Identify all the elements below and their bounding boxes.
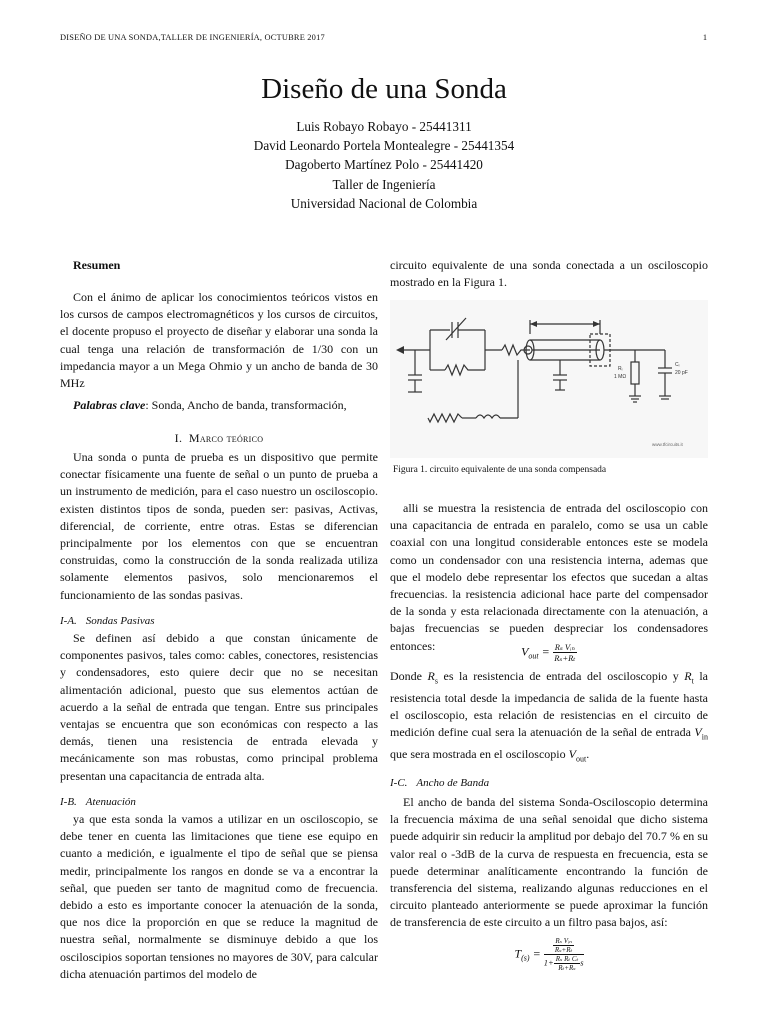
keywords — [60, 397, 378, 414]
section-text: Una sonda o punta de prueba es un dispositivo que permite conectar físicamente una fuente de señal o un punto de prueba a un instrumento de medición, para el caso nuestro un osciloscopio. existen distintos tipos de sonda, pueden ser: pasivas, Activas, diferencial, de corriente, entre otras. Estas se diferencian principalmente por los elementos con que se encuentran construidas, como la construcción de la sonda realizada utiliza solamente elementos pasivos, solo mencionaremos el funcionamiento de las sondas pasivas. — [60, 450, 378, 602]
subsection-text-b: ya que esta sonda la vamos a utilizar en un osciloscopio, se debe tener en cuenta las limitaciones que tiene ese equipo en cuanto a medición, e igualmente el tipo de señal que se piensa medir, principalmente los rangos en donde se va a encontrar la señal, que pueden ser tanto de magnitud como de frecuencia. debido a esto es importante conocer la atenuación de la sonda, que nos dice la proporción en que se reduce la magnitud de nuestra señal, normalmente se disminuye debido a que los osciloscipios soportan tensiones no mayores de 30V, para calcular dicha atenuación partimos del modelo de — [60, 812, 378, 981]
affiliation-line: Universidad Nacional de Colombia — [290, 196, 478, 211]
affiliation — [0, 175, 768, 213]
paragraph-donde: Donde $R_s$ es la resistencia de entrada del osciloscopio y $R_t$ la resistencia total desde la impedancia de salida de la fuente hasta el osciloscopio, esta relación de resistencias en el circuito de medición define cual sera la atenuación de la señal de entrada $V_{in}$ que sera mostrada en el osciloscopio $V_{out}$. — [390, 669, 708, 763]
paragraph-alli: alli se muestra la resistencia de entrada del osciloscopio con una capacitancia de entrada en paralelo, como se usa un cable coaxial con una longitud considerable entonces este se modela como un condensador con una resistencia interna, ademas que que el modelo debe representar los efectos que sucedan a altas frecuencias. la resistencia adicional hace parte del compensador de la sonda y esta relacionada directamente con la atenuación, a bajas frecuencias se pueden despreciar los condensadores entonces: — [390, 501, 708, 653]
fig-label-r: Rᵢ — [618, 366, 623, 372]
equation-transfer: $T_{(s)}$ = $\frac{\text{Rₛ Vᵢₙ}}{\text{Rₛ+Rₜ}}$ 1+ $\frac{\text{Rₛ Rₜ Cₜ}}{\text{Rₜ+Rₛ}}$ s — [514, 937, 584, 972]
author: Dagoberto Martínez Polo - 25441420 — [285, 157, 483, 172]
equation-vout: $V_{out}$ = $\frac{\text{Rₛ Vᵢₙ}}{\text{Rₛ+Rₜ}}$ — [521, 642, 576, 663]
keywords-value: : Sonda, Ancho de banda, transformación, — [145, 398, 347, 412]
subsection-heading-a: I-A. Sondas Pasivas — [60, 615, 155, 627]
abstract-text: Con el ánimo de aplicar los conocimientos teóricos vistos en los cursos de campos electromagnéticos y los cursos de circuitos, el docente propuso el proyecto de diseñar y elaborar una sonda la cual tenga una relación de transformación de 1/30 con un impedancia mayor a un Mega Ohmio y un ancho de banda de 30 MHz — [60, 290, 378, 391]
subsection-text-a: Se definen así debido a que constan únicamente de componentes pasivos, tales como: cables, conectores, resistencias y condensadores, esto quiere decir que no se necesitan alimentación adicional, puesto que sus elementos actúan de acuerdo a la señal de entrada que tengan. Entre sus principales ventajas se encuentra que son económicas con respecto a las demás, tienen una resistencia de entrada elevada y mecánicamente son mas robustas, como principal problema presentan una capacitancia de entrada alta. — [60, 631, 378, 783]
section-heading: I. Marco teórico — [174, 431, 264, 445]
subsection-heading-b: I-B. Atenuación — [60, 796, 136, 808]
author: David Leonardo Portela Montealegre - 25441354 — [253, 138, 515, 153]
fig-label-c-val: 20 pF — [675, 370, 688, 376]
subsection-text-c: El ancho de banda del sistema Sonda-Osciloscopio determina la frecuencia máxima de una señal senoidal que dicho sistema puede adquirir sin reducir la amplitud por debajo del 70.7 % en su valor real o -3dB de la curva de respuesta en frecuencia, esta se puede determinar analíticamente encontrando la función de transferencia del sistema, realizando algunas reducciones en el circuito planteado anteriormente se puede aproximar la función de transferencia de este circuito a un filtro pasa bajos, así: — [390, 795, 708, 930]
abstract-heading: Resumen — [73, 258, 121, 272]
figure-1-circuit — [390, 300, 708, 458]
author: Luis Robayo Robayo - 25441311 — [296, 119, 472, 134]
running-header: DISEÑO DE UNA SONDA,TALLER DE INGENIERÍA, OCTUBRE 2017 — [60, 33, 325, 42]
fig-label-c: Cᵢ — [675, 362, 680, 368]
figure-caption: Figura 1. circuito equivalente de una sonda compensada — [393, 465, 607, 475]
subsection-heading-c: I-C. Ancho de Banda — [390, 777, 490, 789]
page-number: 1 — [702, 33, 707, 42]
paper-title: Diseño de una Sonda — [261, 73, 507, 105]
right-intro-text: circuito equivalente de una sonda conectada a un osciloscopio mostrado en la Figura 1. — [390, 258, 708, 290]
fig-credit: www.tfcircuits.it — [652, 442, 683, 447]
affiliation-line: Taller de Ingeniería — [332, 177, 436, 192]
author-list — [0, 117, 768, 174]
keywords-label: Palabras clave — [73, 398, 146, 412]
fig-label-r-val: 1 MΩ — [614, 374, 627, 380]
